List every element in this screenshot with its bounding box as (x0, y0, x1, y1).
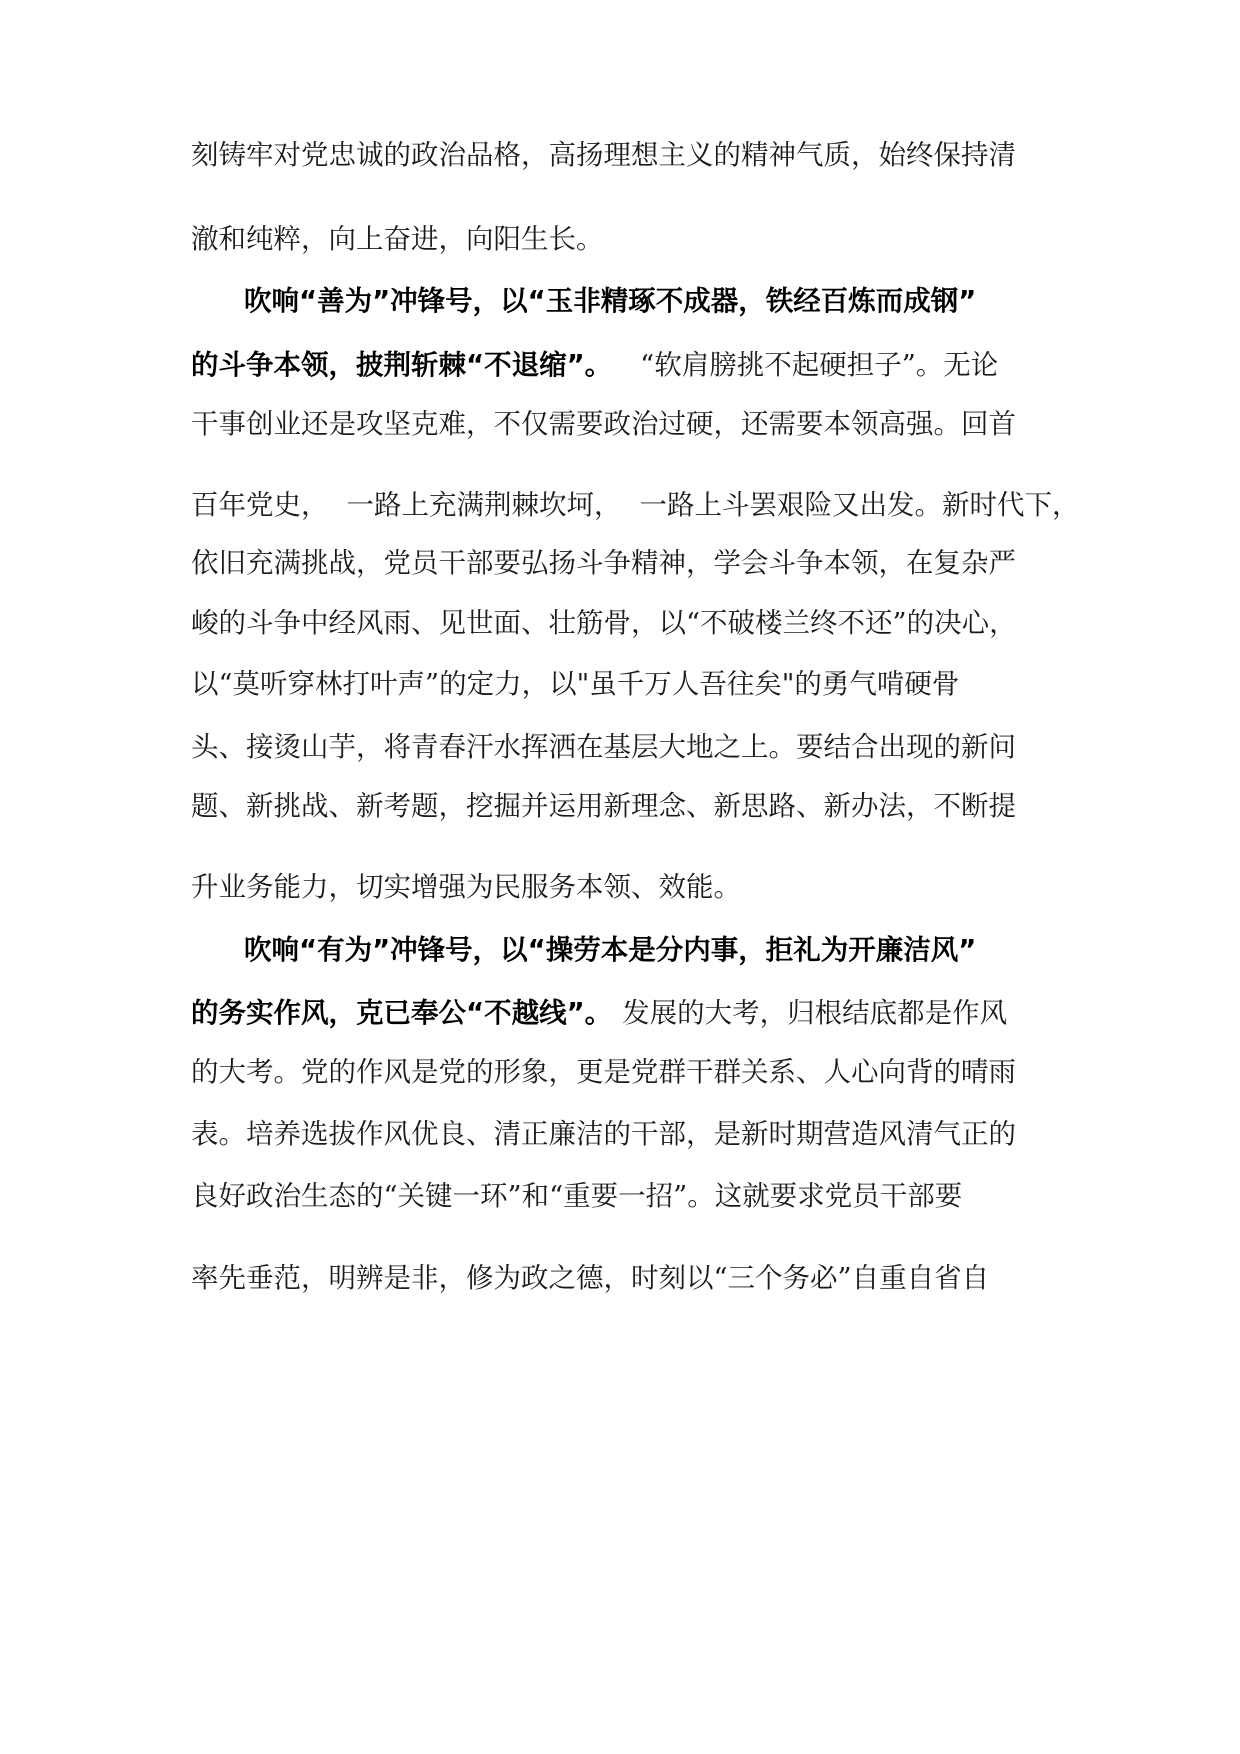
text-line: 依旧充满挑战，党员干部要弘扬斗争精神，学会斗争本领，在复杂严 (191, 547, 1016, 579)
text-line: 的大考。党的作风是党的形象，更是党群干群关系、人心向背的晴雨 (191, 1056, 1016, 1088)
bold-heading-line (244, 930, 1051, 970)
text-line: 刻铸牢对党忠诚的政治品格，高扬理想主义的精神气质，始终保持清 (191, 139, 1016, 171)
text-line: 良好政治生态的“关键一环”和“重要一招”。这就要求党员干部要 (191, 1180, 963, 1212)
text-line: 澈和纯粹，向上奋进，向阳生长。 (191, 223, 604, 255)
text-line: 头、接烫山芋，将青春汗水挥洒在基层大地之上。要结合出现的新问 (191, 731, 1016, 763)
text-line: 干事创业还是攻坚克难，不仅需要政治过硬，还需要本领高强。回首 (191, 408, 1016, 440)
text-line: 的务实作风，克已奉公“不越线”。 发展的大考，归根结底都是作风 (191, 997, 1008, 1029)
bold-heading-text: 的斗争本领，披荆斩棘“不退缩”。 (191, 349, 613, 381)
bold-heading-text: 吹响“善为”冲锋号，以“玉非精琢不成器，铁经百炼而成钢” (244, 285, 977, 317)
bold-heading-text: 吹响“有为”冲锋号，以“操劳本是分内事，拒礼为开廉洁风” (244, 934, 977, 966)
text-line: 以“莫听穿林打叶声”的定力，以"虽千万人吾往矣"的勇气啃硬骨 (191, 668, 960, 700)
text-line: 表。培养选拔作风优良、清正廉洁的干部，是新时期营造风清气正的 (191, 1118, 1016, 1150)
text-line: 百年党史， 一路上充满荆棘坎坷， 一路上斗罢艰险又出发。新时代下， (191, 489, 1080, 521)
text-line: 升业务能力，切实增强为民服务本领、效能。 (191, 871, 741, 903)
bold-heading-line (244, 281, 1051, 321)
bold-heading-text: 的务实作风，克已奉公“不越线”。 (191, 997, 613, 1029)
text-line: 率先垂范，明辨是非，修为政之德，时刻以“三个务必”自重自省自 (191, 1262, 990, 1294)
text-line: 的斗争本领，披荆斩棘“不退缩”。 “软肩膀挑不起硬担子”。无论 (191, 349, 999, 381)
text-line: 题、新挑战、新考题，挖掘并运用新理念、新思路、新办法，不断提 (191, 790, 1016, 822)
text-line: 峻的斗争中经风雨、见世面、壮筋骨，以“不破楼兰终不还”的决心， (191, 607, 1017, 639)
